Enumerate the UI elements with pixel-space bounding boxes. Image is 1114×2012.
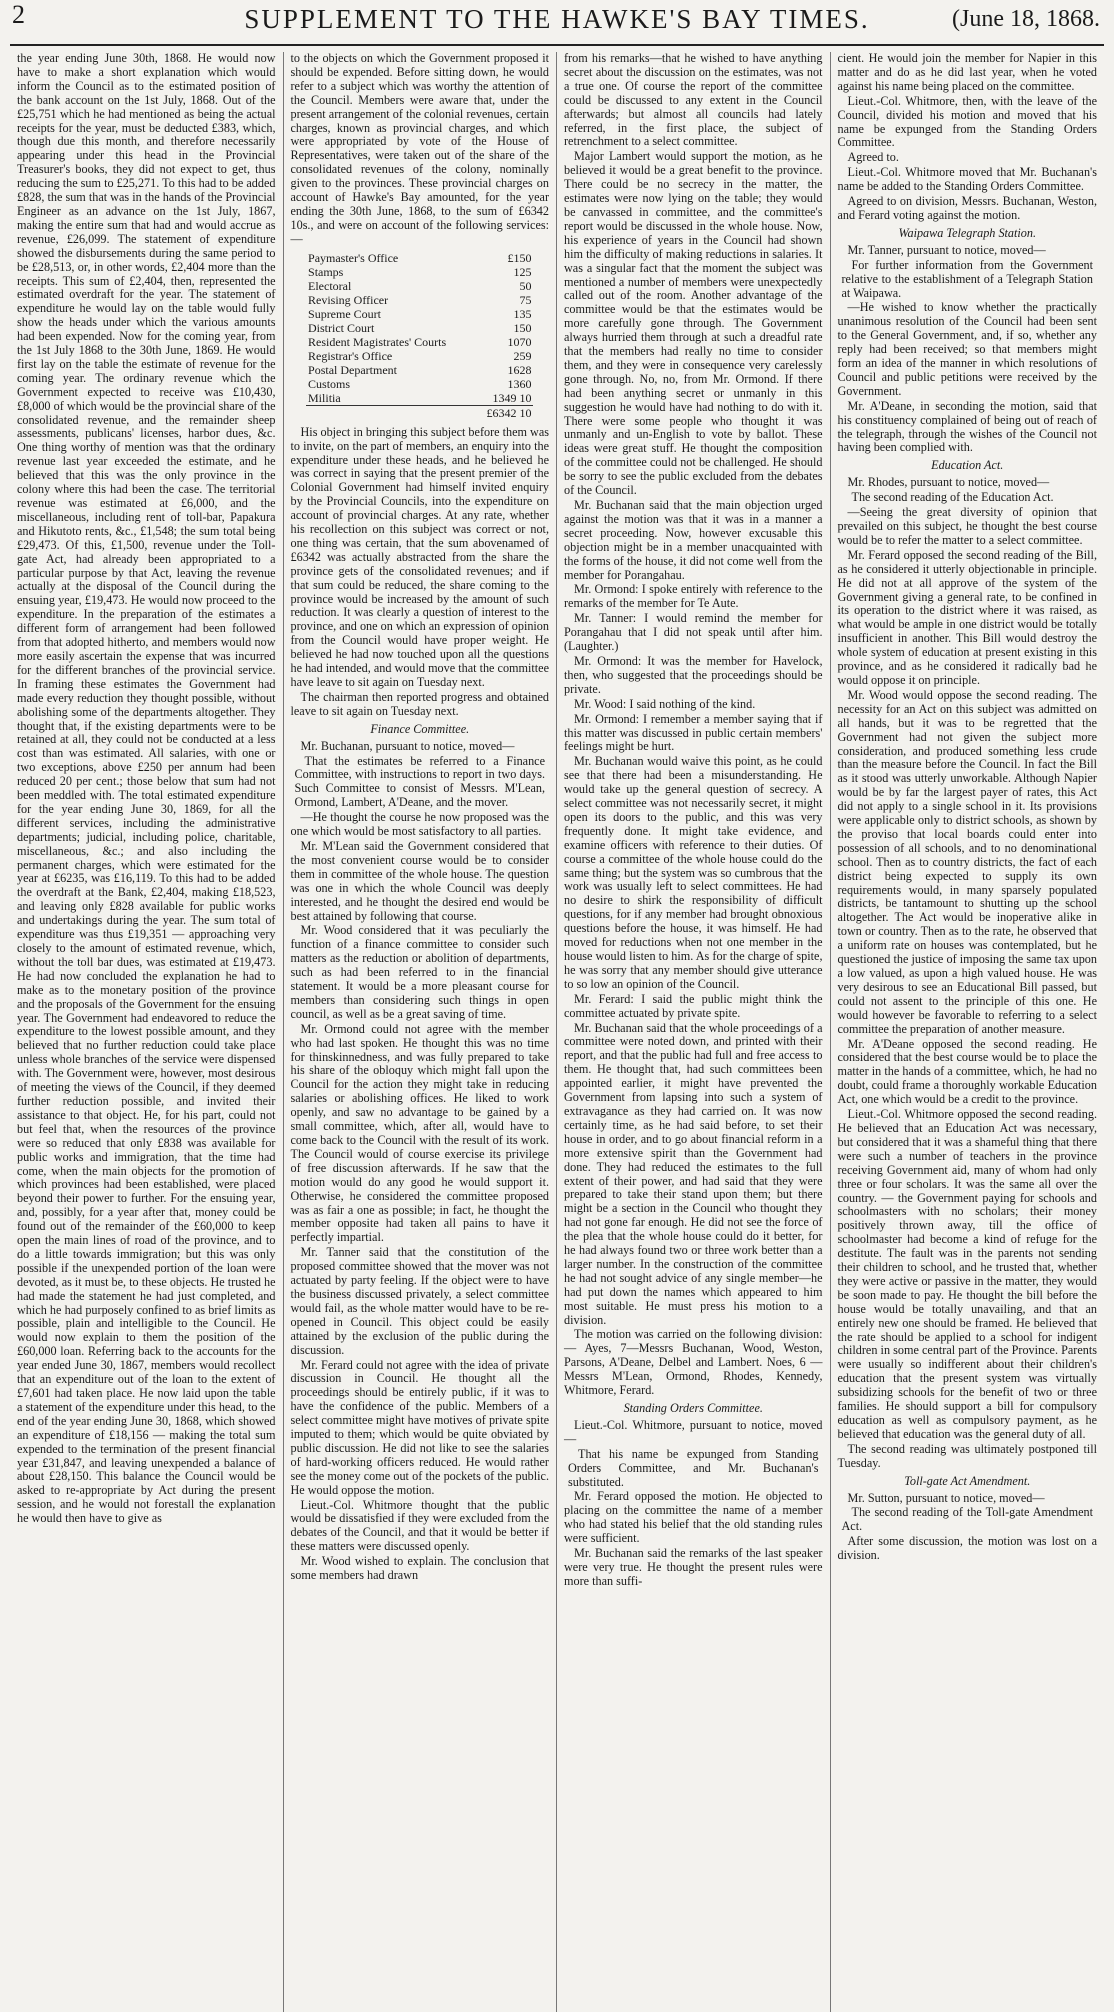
paragraph: The second reading was ultimately postponed till Tuesday. xyxy=(837,1441,1097,1470)
ledger-row xyxy=(306,321,533,335)
paragraph: Mr. Wood: I said nothing of the kind. xyxy=(574,696,756,711)
ledger-row xyxy=(306,363,533,377)
paragraph: Mr. Wood would oppose the second reading. The necessity for an Act on this subject was admitted on all hands, but it was to be regretted that the Government had not given the subject more consideration, and produced something less crude than the measure before the Council. In fact the Bill as it stood was utterly unworkable. Although Napier would be by far the largest payer of rates, this Act did not apply to a single school in it. Its provisions were applicable only to district schools, as shown by the proviso that local boards could enter into possession of all schools, and to no denominational school. Then as to country districts, the fact of each district being expected to supply its own requirements would, in many sparsely populated districts, be tantamount to shutting up the school altogether. The Act would be inoperative alike in town or country. Then as to the rate, he observed that a uniform rate on houses was contemplated, but he questioned the justice of imposing the same tax upon a low valued, as upon a high valued house. He was very desirous to see an Educational Bill passed, but could not assent to the principle of this one. He would however be favorable to referring to a select committee the preparation of another measure. xyxy=(837,687,1097,1036)
paragraph: Mr. Buchanan said that the main objection urged against the motion was that it was in a manner a secret proceeding. Now, however excusable this objection might be in a member unacquainted with the forms of the house, it did not come well from the member for Porangahau. xyxy=(564,498,823,582)
paragraph: Mr. Buchanan, pursuant to notice, moved— xyxy=(300,738,515,753)
paragraph: Mr. Buchanan said the remarks of the last speaker were very true. He thought the present rules were more than suffi- xyxy=(564,1546,823,1588)
ledger-amount: 135 xyxy=(513,306,532,321)
paragraph: Mr. Tanner, pursuant to notice, moved— xyxy=(847,242,1046,257)
paragraph: Mr. Ferard could not agree with the idea of private discussion in Council. He thought all the proceedings should be entirely public, if it was to have the confidence of the public. Members of a select committee might have motives of private spite imputed to them; which would be quite obviated by public discussion. He did not like to see the salaries of hard-working officers reduced. He would rather see the money come out of the pockets of the public. He would oppose the motion. xyxy=(290,1357,549,1497)
ledger-amount: 50 xyxy=(519,278,532,293)
paragraph: After some discussion, the motion was lost on a division. xyxy=(837,1534,1097,1563)
issue-date: (June 18, 1868. xyxy=(952,6,1100,32)
paragraph: —He wished to know whether the practically unanimous resolution of the Council had been sent to the General Government, and, if so, whether any reply had been received; so that members might form an idea of the manner in which resolutions of Council and public petitions were received by the Government. xyxy=(837,300,1097,398)
section-heading: Waipawa Telegraph Station. xyxy=(898,225,1037,240)
ledger-item: Stamps xyxy=(308,264,344,279)
ledger-amount: 259 xyxy=(513,348,532,363)
ledger-amount: 1628 xyxy=(507,362,532,377)
ledger-amount: 1349 10 xyxy=(492,390,532,405)
motion-text: For further information from the Government relative to the establishment of a Telegraph Station at Waipawa. xyxy=(841,257,1093,300)
ledger-amount: £150 xyxy=(507,250,532,265)
paragraph: cient. He would join the member for Napier in this matter and do as he did last year, when he voted against his name being placed on the committee. xyxy=(837,52,1097,93)
paragraph: Lieut.-Col. Whitmore moved that Mr. Buchanan's name be added to the Standing Orders Committee. xyxy=(837,165,1097,194)
article-columns xyxy=(10,52,1104,2012)
provincial-charges-table xyxy=(306,251,533,420)
paragraph: Mr. Tanner said that the constitution of the proposed committee showed that the mover was not actuated by party feeling. If the object were to have the business discussed privately, a select committee would fail, as the whole matter would have to be re-opened in Council. This object could be easily attained by the exclusion of the public during the discussion. xyxy=(290,1245,549,1357)
paragraph: Mr. Wood wished to explain. The conclusion that some members had drawn xyxy=(290,1554,549,1583)
ledger-row xyxy=(306,251,533,265)
column-4 xyxy=(831,52,1105,2012)
section-heading: Standing Orders Committee. xyxy=(623,1401,763,1415)
paragraph: —Seeing the great diversity of opinion that prevailed on this subject, he thought the best course would be to refer the matter to a select committee. xyxy=(837,505,1097,547)
paragraph: —He thought the course he now proposed was the one which would be most satisfactory to all parties. xyxy=(290,810,549,839)
ledger-item: Electoral xyxy=(308,278,352,293)
ledger-row xyxy=(306,293,533,307)
paragraph: The chairman then reported progress and obtained leave to sit again on Tuesday next. xyxy=(290,689,549,718)
paragraph: Lieut.-Col. Whitmore, pursuant to notice, moved— xyxy=(564,1417,823,1446)
ledger-total-amount: £6342 10 xyxy=(475,405,533,420)
motion-text: That the estimates be referred to a Finance Committee, with instructions to report in two days. Such Committee to consist of Messrs. M'Lean, Ormond, Lambert, A'Deane, and the mover. xyxy=(294,753,545,810)
ledger-total-row xyxy=(306,405,533,420)
paragraph: Mr. Ferard opposed the motion. He objected to placing on the committee the name of a member who had stated his belief that the old standing rules were sufficient. xyxy=(564,1489,823,1546)
ledger-item: Paymaster's Office xyxy=(308,250,399,265)
ledger-item: Registrar's Office xyxy=(308,348,393,363)
paragraph: Mr. Ormond: I spoke entirely with reference to the remarks of the member for Te Aute. xyxy=(564,582,823,611)
ledger-row xyxy=(306,391,533,406)
motion-text: That his name be expunged from Standing Orders Committee, and Mr. Buchanan's substituted. xyxy=(568,1446,819,1489)
paragraph: from his remarks—that he wished to have anything secret about the discussion on the estimates, was not a true one. Of course the report of the committee could be discussed to any extent in the Council afterwards; but almost all councils had lately referred, in the first place, the subject of retrenchment to a select committee. xyxy=(564,52,823,149)
ledger-item: Militia xyxy=(308,390,341,405)
newspaper-title: SUPPLEMENT TO THE HAWKE'S BAY TIMES. xyxy=(244,4,870,34)
ledger-item: Revising Officer xyxy=(308,292,389,307)
section-heading: Toll-gate Act Amendment. xyxy=(904,1473,1031,1488)
ledger-row xyxy=(306,335,533,349)
paragraph: Mr. Ormond could not agree with the member who had last spoken. He thought this was no time for thinskinnedness, and was fully prepared to take his share of the obloquy which might fall upon the Council for the action they might take in reducing salaries or abolishing offices. He liked to work openly, and saw no advantage to be gained by a small committee, which, after all, would have to come back to the Council with the result of its work. The Council would of course exercise its privilege of free discussion afterwards. If he saw that the motion would do any good he would support it. Otherwise, he considered the committee proposed was as fair a one as possible; in fact, he thought the member opposite had taken all pains to have it perfectly impartial. xyxy=(290,1021,549,1245)
paragraph: Lieut.-Col. Whitmore, then, with the leave of the Council, divided his motion and moved that his name be expunged from the Standing Orders Committee. xyxy=(837,93,1097,150)
section-heading: Education Act. xyxy=(931,458,1004,473)
paragraph: Mr. Ferard opposed the second reading of the Bill, as he considered it utterly objectionable in principle. He did not at all approve of the system of the Government giving a general rate, to be confined in its operation to the district where it was raised, as what would be ample in one district would be totally insufficient in another. This Bill would destroy the whole system of education at present existing in this province, and as he considered it radically bad he would oppose it on principle. xyxy=(837,547,1097,687)
ledger-row xyxy=(306,377,533,391)
paragraph: Agreed to. xyxy=(847,150,899,165)
ledger-amount: 75 xyxy=(519,292,532,307)
ledger-row xyxy=(306,279,533,293)
paragraph: Mr. Ormond: I remember a member saying that if this matter was discussed in public certain members' feelings might be hurt. xyxy=(564,711,823,754)
paragraph: Mr. Buchanan would waive this point, as he could see that there had been a misunderstanding. He would take up the general question of secrecy. A select committee was not necessarily secret, it might open its doors to the public, and this was very frequently done. It might take evidence, and examine officers with reference to their duties. Of course a committee of the whole house could do the same thing; but the system was so cumbrous that the work was usually left to select committees. He had no desire to shirk the responsibility of difficult questions, for if any member had brought obnoxious questions before the house, it was himself. He had moved for reductions when not one member in the house would listen to him. As for the charge of spite, he was sorry that any member should give utterance to so low an opinion of the Council. xyxy=(564,754,823,991)
page-number: 2 xyxy=(12,0,25,29)
paragraph: Mr. Sutton, pursuant to notice, moved— xyxy=(847,1490,1045,1505)
paragraph: Mr. Rhodes, pursuant to notice, moved— xyxy=(847,475,1050,490)
ledger-row xyxy=(306,265,533,279)
column-2 xyxy=(284,52,558,2012)
paragraph: Mr. Tanner: I would remind the member for Porangahau that I did not speak until after him. (Laughter.) xyxy=(564,611,823,654)
motion-text: The second reading of the Toll-gate Amendment Act. xyxy=(841,1505,1093,1534)
paragraph: Agreed to on division, Messrs. Buchanan, Weston, and Ferard voting against the motion. xyxy=(837,194,1097,222)
paragraph: Lieut.-Col. Whitmore thought that the public would be dissatisfied if they were excluded from the debates of the Council, and that it would be better if these matters were discussed openly. xyxy=(290,1497,549,1554)
ledger-amount: 150 xyxy=(513,320,532,335)
masthead xyxy=(10,0,1104,46)
paragraph: Mr. M'Lean said the Government considered that the most convenient course would be to consider them in committee of the whole house. The question was one in which the whole Council was deeply interested, and he thought the desired end would be best attained by following that course. xyxy=(290,838,549,923)
ledger-total-label xyxy=(306,405,475,420)
motion-text: The second reading of the Education Act. xyxy=(851,490,1054,505)
ledger-row xyxy=(306,349,533,363)
ledger-amount: 1070 xyxy=(507,334,532,349)
paragraph: Mr. A'Deane, in seconding the motion, said that his constituency complained of being out of reach of the telegraph, through the wishes of the Council not having been complied with. xyxy=(837,398,1097,455)
ledger-item: Resident Magistrates' Courts xyxy=(308,334,447,349)
paragraph: Mr. A'Deane opposed the second reading. He considered that the best course would be to place the matter in the hands of a committee, which, he had no doubt, could frame a thoroughly workable Education Act, one which would be a credit to the province. xyxy=(837,1036,1097,1107)
section-heading: Finance Committee. xyxy=(370,721,470,736)
ledger-item: Postal Department xyxy=(308,362,397,377)
paragraph: The motion was carried on the following division:— Ayes, 7—Messrs Buchanan, Wood, Weston, Parsons, A'Deane, Delbel and Lambert. Noes, 6 — Messrs M'Lean, Ormond, Rhodes, Kennedy, Whitmore, Ferard. xyxy=(564,1327,823,1398)
ledger-item: District Court xyxy=(308,320,375,335)
ledger-item: Supreme Court xyxy=(308,306,382,321)
paragraph: Mr. Wood considered that it was peculiarly the function of a finance committee to consider such matters as the reduction or abolition of departments, such as had been referred to in the financial statement. It would be a more pleasant course for members than considering such things in open council, as well as be a great saving of time. xyxy=(290,923,549,1021)
paragraph: to the objects on which the Government proposed it should be expended. Before sitting down, he would refer to a subject which was worthy the attention of the Council. Members were aware that, under the present arrangement of the colonial revenues, certain charges, known as provincial charges, and which were appropriated by vote of the House of Representatives, were taken out of the share of the consolidated revenues of the colony, nominally given to the provinces. These provincial charges on account of Hawke's Bay amounted, for the year ending the 30th June, 1868, to the sum of £6342 10s., and were on account of the following services:— xyxy=(290,52,549,246)
ledger-item: Customs xyxy=(308,376,351,391)
ledger-row xyxy=(306,307,533,321)
paragraph: Mr. Ormond: It was the member for Havelock, then, who suggested that the proceedings should be private. xyxy=(564,653,823,696)
paragraph: His object in bringing this subject before them was to invite, on the part of members, an enquiry into the expenditure under these heads, and he believed he was correct in saying that the present premier of the Colonial Government had himself invited enquiry by the Provincial Councils, into the expenditure on account of provincial charges. At any rate, whether his recollection on this subject was correct or not, one thing was certain, that the sum abovenamed of £6342 was actually abstracted from the share the province gets of the consolidated revenues; and if that sum could be reduced, the share coming to the province would be increased by the amount of such reduction. It was clearly a question of interest to the province, and one on which an expression of opinion from the Council would have proper weight. He believed he had now touched upon all the questions he had intended, and would move that the committee have leave to sit again on Tuesday next. xyxy=(290,424,549,689)
ledger-amount: 125 xyxy=(513,264,532,279)
column-1 xyxy=(10,52,284,2012)
ledger-amount: 1360 xyxy=(507,376,532,391)
paragraph: Major Lambert would support the motion, as he believed it would be a great benefit to the province. There could be no secrecy in the matter, the estimates were now lying on the table; they would be canvassed in committee, and the committee's report would be discussed in the whole house. Now, his experience of years in the Council had shown him the difficulty of making reductions in salaries. It was a singular fact that the moment the subject was mentioned a number of members were unexpectedly called out of the room. Another advantage of the committee would be that the estimates would be more carefully gone through. The Government always hurried them through at such a dreadful rate that the members had really no time to consider them, and they were in consequence very carelessly gone through. No, no, from Mr. Ormond. If there had been anything secret or unmanly in this suggestion he would have had nothing to do with it. There were some people who thought it was unmanly and un-English to vote by ballot. These ideas were great stuff. He thought the composition of the committee could not be challenged. He should be sorry to see the public excluded from the debates of the Council. xyxy=(564,149,823,498)
column-3 xyxy=(557,52,831,2012)
paragraph: Mr. Buchanan said that the whole proceedings of a committee were noted down, and printed with their report, and that the public had full and free access to them. He thought that, had such committees been appointed earlier, it might have prevented the Government from lapsing into such a system of extravagance as they had carried on. It was now certainly time, as he had said before, to set their house in order, and to go about financial reform in a more extensive spirit than the Government had done. They had reduced the estimates to the full extent of their power, and had said that they were prepared to take their stand upon them; but there might be a section in the Council who thought they had not gone far enough. He did not see the force of the plea that the whole house could do it better, for he had always found two or three work better than a larger number. In the construction of the committee he had not sought advice of any single member—he had put down the names which appeared to him most suitable. He must press his motion to a division. xyxy=(564,1020,823,1327)
paragraph: Mr. Ferard: I said the public might think the committee actuated by private spite. xyxy=(564,991,823,1020)
paragraph: the year ending June 30th, 1868. He would now have to make a short explanation which would inform the Council as to the estimated position of the bank account on the 1st July, 1868. Out of the £25,751 which he had mentioned as being the actual receipts for the year, must be deducted £383, which, though due this month, and therefore necessarily appearing under this head in the Provincial Treasurer's books, they did not expect to get, thus reducing the sum to £25,271. To this had to be added £828, the sum that was in the hands of the Provincial Engineer as an advance on the 1st July, 1867, making the entire sum that had and would accrue as revenue, £26,099. The statement of expenditure showed the disbursements during the same period to be £28,513, or, in other words, £2,404 more than the receipts. This sum of £2,404, then, represented the estimated overdraft for the year. The statement of expenditure he would lay on the table would fully show the heads under which the various amounts had been expended. Now for the coming year, from the 1st July 1868 to the 30th June, 1869. He would first lay on the table the estimate of revenue for the coming year. The ordinary revenue which the Government expected to receive was £10,430, £8,000 of which would be the provincial share of the consolidated revenue, and the remainder sheep assessments, publicans' licenses, harbor dues, &c. One thing worthy of mention was that the ordinary revenue last year exceeded the estimate, and he believed that this was the only province in the colony where this had been the case. The territorial revenue was estimated at £6,000, and the miscellaneous, including rent of toll-bar, Papakura and Hikutoto rents, &c., £1,548; the sum total being £29,473. Of this, £1,500, revenue under the Toll-gate Act, had already been appropriated to a particular purpose by that Act, leaving the revenue actually at the disposal of the Council during the ensuing year, £19,473. He would now proceed to the expenditure. In the preparation of the estimates a different form of arrangement had been followed from that adopted hitherto, and members would now more easily ascertain the expense that was incurred for the different branches of the provincial service. In framing these estimates the Government had made every reduction they thought possible, without abolishing some of the departments altogether. They thought that, if the existing departments were to be retained at all, they could not be conducted at a less cost than was estimated. All salaries, with one or two exceptions, above £250 per annum had been reduced 20 per cent.; those below that sum had not been meddled with. The total estimated expenditure for the year ending June 30, 1869, for all the different services, including the administrative departments; judicial, including police, charitable, miscellaneous, &c.; and also including the permanent charges, which were estimated for the year at £6235, was £16,119. To this had to be added the overdraft at the Bank, £2,404, making £18,523, and leaving only £828 available for public works and undertakings during the year. The sum total of expenditure was thus £19,351 — approaching very closely to the amount of estimated revenue, which, without the toll bar dues, was estimated at £19,473. He had now concluded the explanation he had to make as to the monetary position of the province and the proposals of the Government for the ensuing year. The Government had endeavored to reduce the expenditure to the lowest possible amount, and they believed that no further reduction could take place unless whole branches of the service were dispensed with. The Government were, however, most desirous of meeting the views of the Council, if they deemed further reduction possible, and invited their assistance to that object. He, for his part, could not but feel that, when the resources of the province were so reduced that only £838 was available for public works and immigration, that the time had come, when the main objects for the promotion of which provinces had been established, were placed beyond their power to further. For the ensuing year, and, possibly, for a year after that, money could be found out of the remainder of the £60,000 to keep open the main lines of road of the province, and to do a little towards immigration; but this was only possible if the unexpended portion of the loan were devoted, as it must be, to these objects. He trusted he had made the statement he had just completed, and which he had purposely confined to as brief limits as possible, plain and intelligible to the Council. He would now explain to them the position of the £60,000 loan. Referring back to the accounts for the year ended June 30, 1867, members would recollect that an expenditure out of the loan to the extent of £7,601 had taken place. He now laid upon the table a statement of the expenditure under this head, to the end of the year ending June 30, 1868, which showed an expenditure of £18,156 — making the total sum expended to the termination of the present financial year £31,847, and leaving unexpended a balance of about £28,150. This balance the Council would be asked to re-appropriate by Act during the present session, and he would not forestall the explanation he would then have to give as xyxy=(17,52,276,1526)
paragraph: Lieut.-Col. Whitmore opposed the second reading. He believed that an Education Act was necessary, but considered that it was a shameful thing that there were such a number of teachers in the province receiving Government aid, many of whom had only three or four scholars. It was the same all over the country. — the Government paying for schools and schoolmasters with no scholars; their money positively thrown away, till the office of schoolmaster had become a kind of refuge for the destitute. The fault was in the parents not sending their children to school, and he trusted that, whether they were active or passive in the matter, they would be soon made to pay. He thought the bill before the house would be totally unavailing, and that an entirely new one should be framed. He believed that the rate should be applied to a school for indigent children in some central part of the Province. Parents were usually so indifferent about their children's education that the present system was virtually subsidizing schools for the benefit of two or three families. He should support a bill for compulsory education as well as compulsory payment, as he believed that education was the general duty of all. xyxy=(837,1107,1097,1441)
